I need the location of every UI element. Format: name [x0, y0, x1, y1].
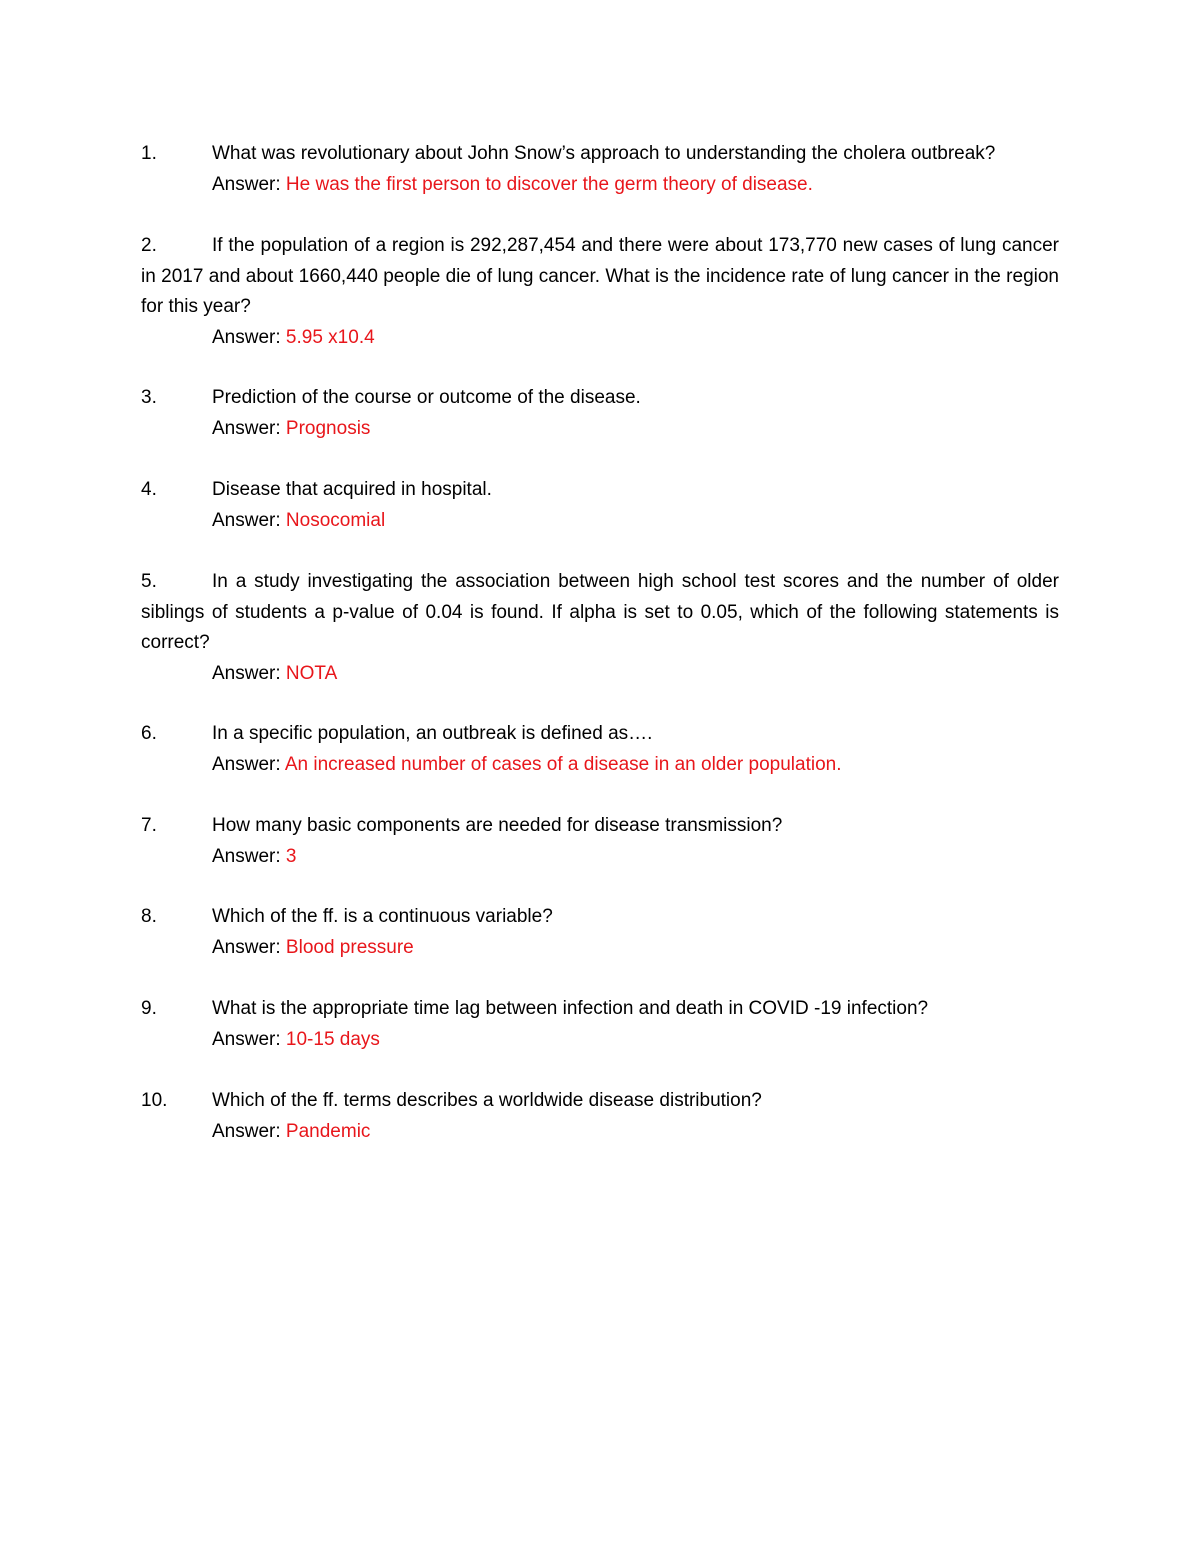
question-body: Disease that acquired in hospital.: [212, 479, 492, 500]
question-item-10: [141, 1086, 1059, 1147]
question-number: 6.: [141, 723, 157, 744]
question-item-5: [141, 567, 1059, 689]
question-text: [141, 383, 1059, 414]
answer-value: NOTA: [285, 662, 338, 684]
question-item-8: [141, 902, 1059, 963]
question-text: [141, 719, 1059, 750]
answer-line: [212, 933, 1059, 964]
question-number: 4.: [141, 479, 157, 500]
question-text: [141, 994, 1059, 1025]
answer-value: 10-15 days: [285, 1028, 380, 1050]
answer-line: [212, 1025, 1059, 1056]
answer-value: Pandemic: [285, 1120, 371, 1142]
question-text: [141, 231, 1059, 323]
question-number: 3.: [141, 387, 157, 408]
question-body: If the population of a region is 292,287,454 and there were about 173,770 new cases of lung cancer in 2017 and about 1660,440 people die of lung cancer. What is the incidence rate of lung cancer in the region for this year?: [141, 235, 1059, 317]
question-number: 10.: [141, 1090, 168, 1111]
question-number: 1.: [141, 143, 157, 164]
question-item-2: [141, 231, 1059, 353]
answer-line: [212, 1117, 1059, 1148]
question-item-1: [141, 139, 1059, 200]
question-item-7: [141, 811, 1059, 872]
question-text: [141, 567, 1059, 659]
question-text: [141, 475, 1059, 506]
question-body: Which of the ff. is a continuous variable?: [212, 906, 553, 927]
answer-label: Answer:: [212, 509, 286, 531]
answer-value: 3: [285, 845, 297, 867]
question-text: [141, 139, 1059, 170]
answer-line: [212, 750, 1059, 781]
question-number: 7.: [141, 815, 157, 836]
question-number: 2.: [141, 235, 157, 256]
question-item-4: [141, 475, 1059, 536]
question-body: What is the appropriate time lag between infection and death in COVID -19 infection?: [212, 998, 929, 1019]
question-body: In a specific population, an outbreak is defined as….: [212, 723, 653, 744]
answer-label: Answer:: [212, 1028, 286, 1050]
answer-label: Answer:: [212, 1120, 286, 1142]
question-text: [141, 902, 1059, 933]
question-body: What was revolutionary about John Snow’s approach to understanding the cholera outbreak?: [212, 143, 996, 164]
answer-line: [212, 659, 1059, 690]
answer-line: [212, 170, 1059, 201]
question-text: [141, 811, 1059, 842]
question-body: Prediction of the course or outcome of the disease.: [212, 387, 641, 408]
answer-label: Answer:: [212, 662, 286, 684]
question-number: 9.: [141, 998, 157, 1019]
question-item-3: [141, 383, 1059, 444]
answer-label: Answer:: [212, 936, 286, 958]
question-number: 5.: [141, 571, 157, 592]
question-body: Which of the ff. terms describes a worldwide disease distribution?: [212, 1090, 762, 1111]
answer-line: [212, 323, 1059, 354]
question-number: 8.: [141, 906, 157, 927]
question-body: In a study investigating the association between high school test scores and the number of older siblings of students a p-value of 0.04 is found. If alpha is set to 0.05, which of the following statements is correct?: [141, 571, 1059, 653]
answer-value: Prognosis: [285, 417, 371, 439]
answer-value: Nosocomial: [285, 509, 386, 531]
answer-value: Blood pressure: [285, 936, 414, 958]
question-text: [141, 1086, 1059, 1117]
answer-label: Answer:: [212, 326, 286, 348]
answer-value: He was the first person to discover the germ theory of disease.: [285, 173, 813, 195]
question-item-6: [141, 719, 1059, 780]
answer-label: Answer:: [212, 845, 286, 867]
answer-label: Answer:: [212, 173, 286, 195]
answer-value: 5.95 x10.4: [285, 326, 375, 348]
question-item-9: [141, 994, 1059, 1055]
answer-line: [212, 414, 1059, 445]
answer-line: [212, 842, 1059, 873]
answer-value: An increased number of cases of a disease in an older population.: [284, 753, 842, 775]
answer-line: [212, 506, 1059, 537]
answer-label: Answer:: [212, 753, 285, 775]
question-body: How many basic components are needed for disease transmission?: [212, 815, 783, 836]
answer-label: Answer:: [212, 417, 286, 439]
